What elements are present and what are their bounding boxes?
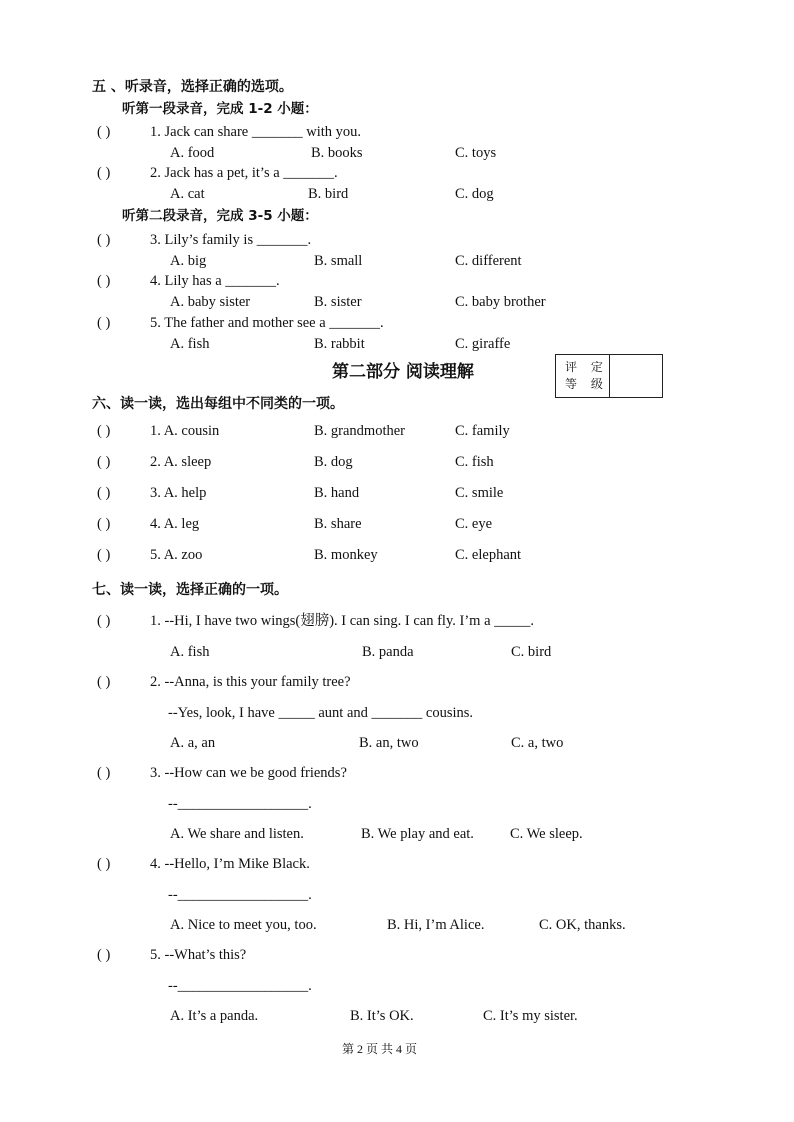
- section7-heading: 七、读一读，选择正确的一项。: [92, 582, 288, 598]
- answer-paren[interactable]: ( ): [97, 765, 111, 781]
- option-a: 5. A. zoo: [150, 547, 203, 563]
- answer-line: --__________________.: [168, 887, 312, 903]
- question-text: 4. --Hello, I’m Mike Black.: [150, 856, 310, 872]
- answer-line: --__________________.: [168, 978, 312, 994]
- option-a: 1. A. cousin: [150, 423, 220, 439]
- option-c: C. fish: [455, 454, 494, 470]
- answer-line: --Yes, look, I have _____ aunt and _______ cousins.: [168, 705, 474, 721]
- option-b: B. books: [311, 145, 363, 161]
- option-a: A. food: [170, 145, 215, 161]
- option-c: C. family: [455, 423, 510, 439]
- answer-paren[interactable]: ( ): [97, 547, 111, 563]
- option-b: B. grandmother: [314, 423, 406, 439]
- option-b: B. share: [314, 516, 362, 532]
- option-b: B. panda: [362, 644, 414, 660]
- question-text: 2. Jack has a pet, it’s a _______.: [150, 165, 338, 181]
- option-a: A. cat: [170, 186, 205, 202]
- option-a: A. fish: [170, 644, 210, 660]
- section5-subheading-2: 听第二段录音，完成 3-5 小题：: [122, 208, 318, 224]
- option-c: C. We sleep.: [510, 826, 583, 842]
- section6-heading: 六、读一读，选出每组中不同类的一项。: [92, 396, 344, 412]
- answer-paren[interactable]: ( ): [97, 613, 111, 629]
- option-c: C. OK, thanks.: [539, 917, 626, 933]
- answer-paren[interactable]: ( ): [97, 315, 111, 331]
- answer-paren[interactable]: ( ): [97, 674, 111, 690]
- question-text: 1. Jack can share _______ with you.: [150, 124, 362, 140]
- grade-label: 评 定: [565, 360, 608, 374]
- option-a: A. It’s a panda.: [170, 1008, 259, 1024]
- option-b: B. small: [314, 253, 363, 269]
- answer-paren[interactable]: ( ): [97, 947, 111, 963]
- option-c: C. toys: [455, 145, 497, 161]
- option-a: A. baby sister: [170, 294, 251, 310]
- answer-paren[interactable]: ( ): [97, 273, 111, 289]
- section5-heading: 五 、听录音，选择正确的选项。: [92, 79, 293, 95]
- option-b: B. We play and eat.: [361, 826, 474, 842]
- option-b: B. dog: [314, 454, 353, 470]
- answer-paren[interactable]: ( ): [97, 423, 111, 439]
- option-a: A. fish: [170, 336, 210, 352]
- answer-paren[interactable]: ( ): [97, 165, 111, 181]
- question-text: 4. Lily has a _______.: [150, 273, 280, 289]
- option-c: C. dog: [455, 186, 494, 202]
- option-a: 2. A. sleep: [150, 454, 212, 470]
- option-b: B. monkey: [314, 547, 378, 563]
- grade-box-divider: [609, 355, 610, 397]
- question-text: 2. --Anna, is this your family tree?: [150, 674, 351, 690]
- answer-paren[interactable]: ( ): [97, 856, 111, 872]
- question-text: 3. Lily’s family is _______.: [150, 232, 312, 248]
- question-text: 1. --Hi, I have two wings(翅膀). I can sing. I can fly. I’m a _____.: [150, 613, 535, 629]
- section5-subheading-1: 听第一段录音，完成 1-2 小题：: [122, 101, 318, 117]
- grade-label: 等 级: [565, 377, 608, 391]
- option-a: A. big: [170, 253, 207, 269]
- option-c: C. bird: [511, 644, 552, 660]
- option-a: A. We share and listen.: [170, 826, 304, 842]
- option-a: 3. A. help: [150, 485, 207, 501]
- option-b: B. sister: [314, 294, 362, 310]
- option-b: B. bird: [308, 186, 349, 202]
- option-c: C. smile: [455, 485, 504, 501]
- page-footer: 第 2 页 共 4 页: [342, 1042, 418, 1056]
- option-a: A. Nice to meet you, too.: [170, 917, 317, 933]
- option-c: C. eye: [455, 516, 493, 532]
- option-a: A. a, an: [170, 735, 216, 751]
- option-c: C. It’s my sister.: [483, 1008, 578, 1024]
- answer-paren[interactable]: ( ): [97, 232, 111, 248]
- answer-line: --__________________.: [168, 796, 312, 812]
- option-b: B. It’s OK.: [350, 1008, 414, 1024]
- option-c: C. baby brother: [455, 294, 546, 310]
- grade-box: [555, 354, 663, 398]
- option-a: 4. A. leg: [150, 516, 200, 532]
- option-c: C. giraffe: [455, 336, 511, 352]
- part-title: 第二部分 阅读理解: [332, 362, 474, 382]
- question-text: 5. --What’s this?: [150, 947, 247, 963]
- option-c: C. different: [455, 253, 522, 269]
- option-c: C. elephant: [455, 547, 522, 563]
- option-c: C. a, two: [511, 735, 564, 751]
- answer-paren[interactable]: ( ): [97, 454, 111, 470]
- option-b: B. an, two: [359, 735, 419, 751]
- option-b: B. rabbit: [314, 336, 365, 352]
- question-text: 3. --How can we be good friends?: [150, 765, 347, 781]
- answer-paren[interactable]: ( ): [97, 516, 111, 532]
- option-b: B. Hi, I’m Alice.: [387, 917, 485, 933]
- answer-paren[interactable]: ( ): [97, 124, 111, 140]
- answer-paren[interactable]: ( ): [97, 485, 111, 501]
- question-text: 5. The father and mother see a _______.: [150, 315, 384, 331]
- option-b: B. hand: [314, 485, 360, 501]
